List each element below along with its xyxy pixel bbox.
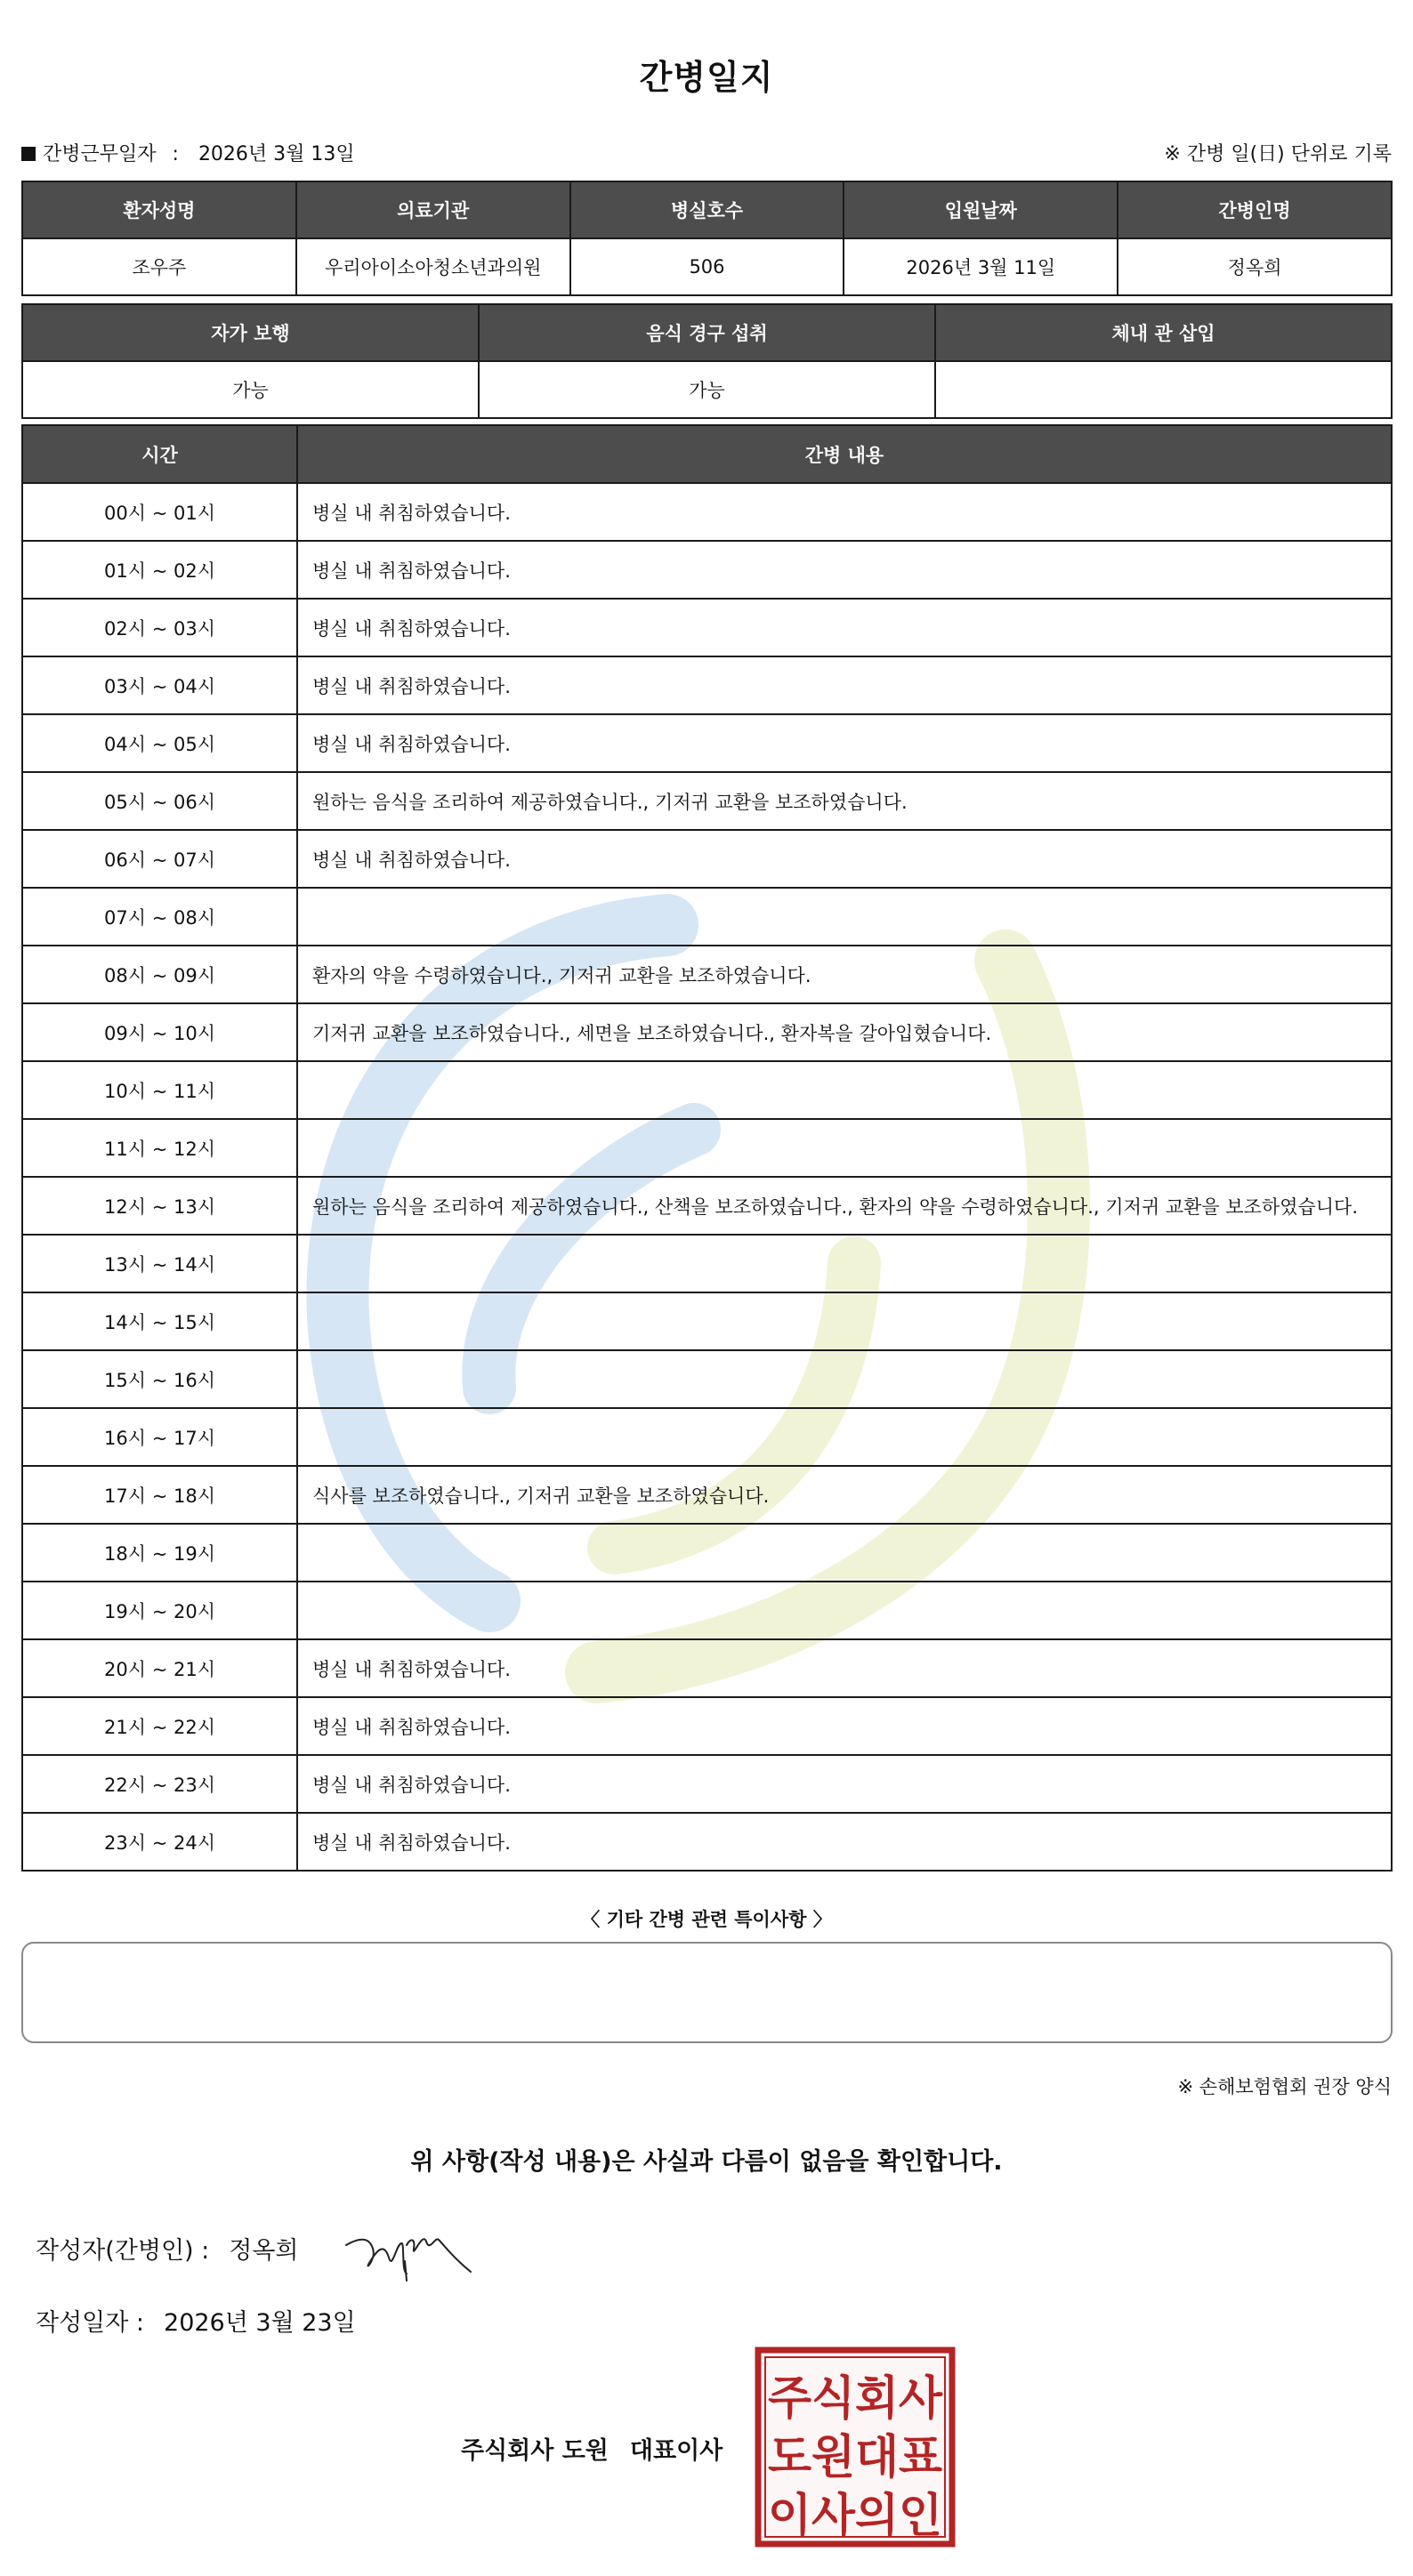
seal-line-1: 주식회사	[768, 2372, 943, 2426]
writer-label: 작성자(간병인) :	[36, 2237, 210, 2265]
log-row	[22, 1061, 1392, 1119]
log-time: 08시 ~ 09시	[22, 946, 297, 1003]
log-content: 병실 내 취침하였습니다.	[297, 1813, 1392, 1871]
header-room-number: 병실호수	[570, 181, 844, 238]
log-content	[297, 1235, 1392, 1292]
caregiver-name: 정옥희	[1118, 238, 1392, 295]
log-content: 병실 내 취침하였습니다.	[297, 1755, 1392, 1813]
patient-name: 조우주	[22, 238, 296, 295]
written-date-line	[36, 2303, 356, 2338]
header-institution: 의료기관	[296, 181, 570, 238]
company-signature-line	[461, 2431, 723, 2466]
square-bullet-icon	[21, 147, 36, 161]
admission-date: 2026년 3월 11일	[844, 238, 1118, 295]
log-time: 18시 ~ 19시	[22, 1524, 297, 1582]
patient-info-table	[21, 181, 1393, 296]
log-row	[22, 1466, 1392, 1524]
log-row	[22, 1292, 1392, 1350]
log-row	[22, 714, 1392, 772]
log-time: 00시 ~ 01시	[22, 483, 297, 541]
log-time: 11시 ~ 12시	[22, 1119, 297, 1177]
document-title: 간병일지	[639, 58, 774, 97]
log-time: 23시 ~ 24시	[22, 1813, 297, 1871]
log-content: 환자의 약을 수령하였습니다., 기저귀 교환을 보조하였습니다.	[297, 946, 1392, 1003]
writer-name: 정옥희	[229, 2237, 299, 2265]
header-time: 시간	[22, 425, 297, 483]
log-row	[22, 1639, 1392, 1697]
log-time: 09시 ~ 10시	[22, 1003, 297, 1061]
self-walking: 가능	[22, 361, 479, 418]
notes-title: 〈 기타 간병 관련 특이사항 〉	[581, 1909, 832, 1930]
log-content: 기저귀 교환을 보조하였습니다., 세면을 보조하였습니다., 환자복을 갈아입혔습니다.	[297, 1003, 1392, 1061]
log-content: 병실 내 취침하였습니다.	[297, 656, 1392, 714]
oral-intake: 가능	[479, 361, 935, 418]
written-date-value: 2026년 3월 23일	[164, 2309, 356, 2337]
log-row	[22, 1177, 1392, 1235]
log-time: 19시 ~ 20시	[22, 1582, 297, 1639]
log-row	[22, 1697, 1392, 1755]
log-row	[22, 772, 1392, 830]
company-name: 주식회사 도원	[461, 2437, 609, 2465]
confirmation-statement: 위 사항(작성 내용)은 사실과 다름이 없음을 확인합니다.	[410, 2148, 1003, 2176]
header-tube-insertion: 체내 관 삽입	[935, 304, 1392, 361]
status-header-row	[22, 304, 1392, 361]
log-time: 06시 ~ 07시	[22, 830, 297, 888]
log-content: 원하는 음식을 조리하여 제공하였습니다., 기저귀 교환을 보조하였습니다.	[297, 772, 1392, 830]
patient-status-table	[21, 303, 1393, 419]
log-row	[22, 1119, 1392, 1177]
log-row	[22, 1524, 1392, 1582]
log-content: 병실 내 취침하였습니다.	[297, 483, 1392, 541]
header-care-content: 간병 내용	[297, 425, 1392, 483]
log-content: 식사를 보조하였습니다., 기저귀 교환을 보조하였습니다.	[297, 1466, 1392, 1524]
care-log-table	[21, 424, 1393, 1872]
work-date-label: 간병근무일자	[43, 143, 157, 165]
status-value-row	[22, 361, 1392, 418]
log-row	[22, 1408, 1392, 1466]
log-time: 15시 ~ 16시	[22, 1350, 297, 1408]
log-time: 05시 ~ 06시	[22, 772, 297, 830]
log-time: 17시 ~ 18시	[22, 1466, 297, 1524]
notes-box	[21, 1942, 1393, 2043]
log-time: 16시 ~ 17시	[22, 1408, 297, 1466]
log-content: 병실 내 취침하였습니다.	[297, 1697, 1392, 1755]
log-row	[22, 888, 1392, 946]
log-time: 10시 ~ 11시	[22, 1061, 297, 1119]
log-row	[22, 1582, 1392, 1639]
handwritten-signature	[343, 2218, 476, 2282]
log-content	[297, 888, 1392, 946]
written-date-label: 작성일자 :	[36, 2309, 145, 2337]
work-date-value: 2026년 3월 13일	[198, 143, 355, 165]
company-title: 대표이사	[629, 2437, 723, 2465]
work-date	[21, 139, 355, 166]
header-admission-date: 입원날짜	[844, 181, 1118, 238]
log-time: 22시 ~ 23시	[22, 1755, 297, 1813]
log-row	[22, 483, 1392, 541]
writer-line	[36, 2231, 299, 2266]
institution: 우리아이소아청소년과의원	[296, 238, 570, 295]
log-content: 병실 내 취침하였습니다.	[297, 599, 1392, 656]
company-seal-stamp	[755, 2347, 956, 2548]
log-row	[22, 1755, 1392, 1813]
log-content: 병실 내 취침하였습니다.	[297, 541, 1392, 599]
log-content	[297, 1524, 1392, 1582]
log-row	[22, 1003, 1392, 1061]
log-row	[22, 946, 1392, 1003]
log-time: 13시 ~ 14시	[22, 1235, 297, 1292]
log-content	[297, 1582, 1392, 1639]
log-content	[297, 1061, 1392, 1119]
log-content	[297, 1292, 1392, 1350]
patient-value-row	[22, 238, 1392, 295]
header-caregiver-name: 간병인명	[1118, 181, 1392, 238]
seal-line-3: 이사의인	[768, 2490, 942, 2543]
header-self-walking: 자가 보행	[22, 304, 479, 361]
log-row	[22, 830, 1392, 888]
header-patient-name: 환자성명	[22, 181, 296, 238]
log-content: 병실 내 취침하였습니다.	[297, 714, 1392, 772]
recommendation-note: ※ 손해보험협회 권장 양식	[1177, 2076, 1392, 2097]
record-unit-note: ※ 간병 일(日) 단위로 기록	[1164, 143, 1392, 165]
log-time: 14시 ~ 15시	[22, 1292, 297, 1350]
log-row	[22, 656, 1392, 714]
header-oral-intake: 음식 경구 섭취	[479, 304, 935, 361]
work-date-separator: :	[172, 143, 179, 165]
log-header-row	[22, 425, 1392, 483]
log-time: 04시 ~ 05시	[22, 714, 297, 772]
log-content: 병실 내 취침하였습니다.	[297, 1639, 1392, 1697]
log-time: 20시 ~ 21시	[22, 1639, 297, 1697]
room-number: 506	[570, 238, 844, 295]
log-content	[297, 1350, 1392, 1408]
log-time: 02시 ~ 03시	[22, 599, 297, 656]
log-row	[22, 599, 1392, 656]
seal-line-2: 도원대표	[768, 2431, 942, 2484]
log-time: 03시 ~ 04시	[22, 656, 297, 714]
log-row	[22, 1350, 1392, 1408]
patient-header-row	[22, 181, 1392, 238]
log-time: 12시 ~ 13시	[22, 1177, 297, 1235]
log-row	[22, 1813, 1392, 1871]
log-content	[297, 1119, 1392, 1177]
tube-insertion	[935, 361, 1392, 418]
log-time: 07시 ~ 08시	[22, 888, 297, 946]
log-time: 01시 ~ 02시	[22, 541, 297, 599]
log-row	[22, 541, 1392, 599]
log-time: 21시 ~ 22시	[22, 1697, 297, 1755]
log-body	[22, 483, 1392, 1871]
log-row	[22, 1235, 1392, 1292]
log-content: 원하는 음식을 조리하여 제공하였습니다., 산책을 보조하였습니다., 환자의 약을 수령하였습니다., 기저귀 교환을 보조하였습니다.	[297, 1177, 1392, 1235]
log-content: 병실 내 취침하였습니다.	[297, 830, 1392, 888]
log-content	[297, 1408, 1392, 1466]
